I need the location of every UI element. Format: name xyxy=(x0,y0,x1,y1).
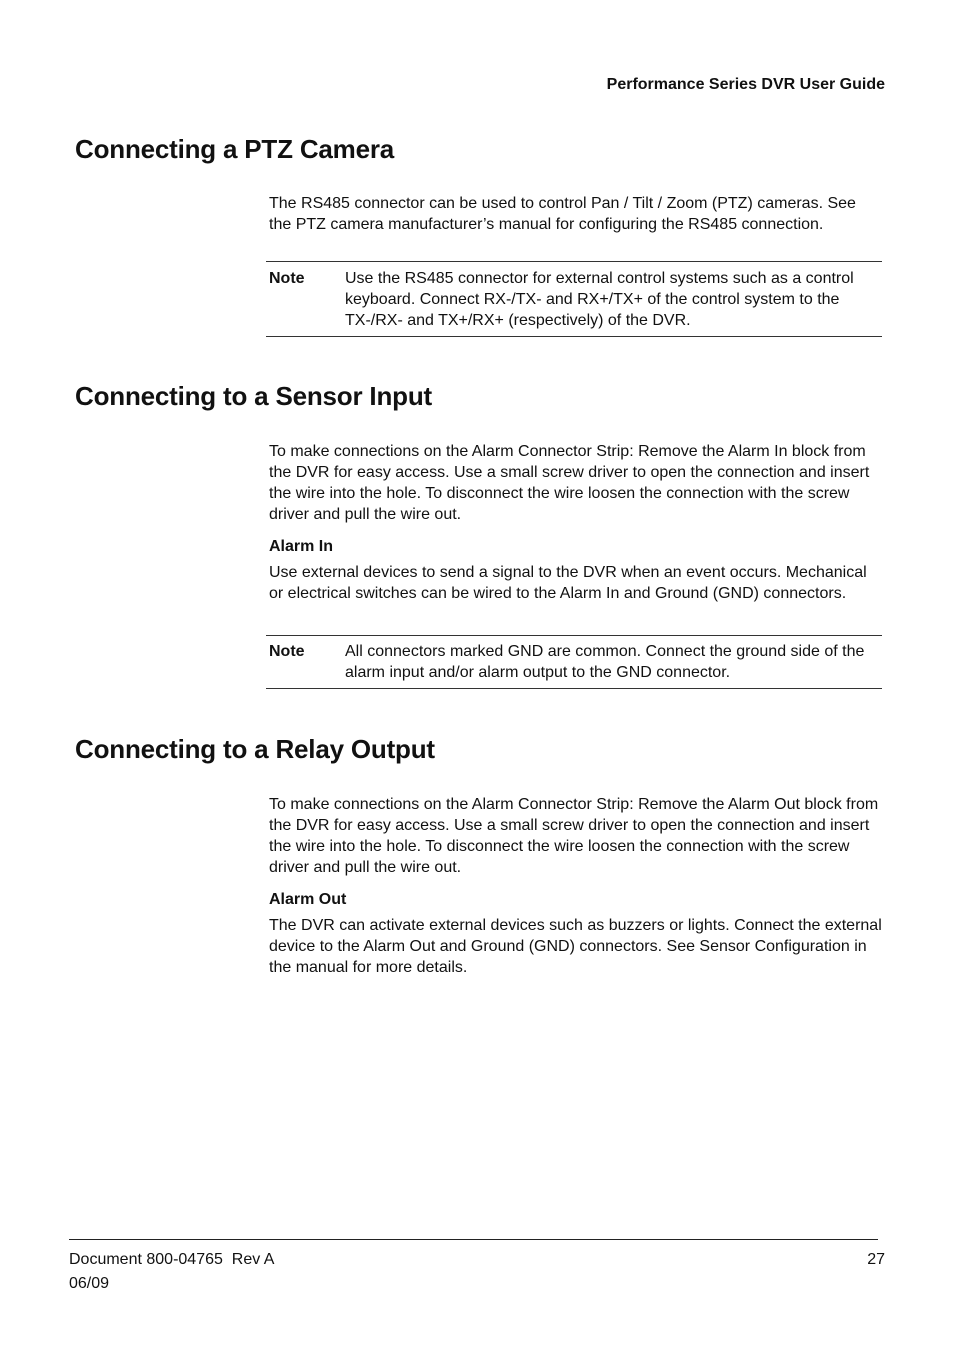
paragraph: The RS485 connector can be used to control Pan / Tilt / Zoom (PTZ) cameras. See the PTZ camera manufacturer’s manual for configuring the RS485 connection. xyxy=(269,195,856,233)
footer-date: 06/09 xyxy=(69,1275,110,1292)
note-text: Use the RS485 connector for external control systems such as a control keyboard. Connect RX-/TX- and RX+/TX+ of the control system to the TX-/RX- and TX+/RX+ (respectively) of the DVR. xyxy=(345,270,854,329)
subheading: Alarm In xyxy=(269,538,334,555)
paragraph: To make connections on the Alarm Connector Strip: Remove the Alarm In block from the DVR for easy access. Use a small screw driver to open the connection and insert the wire into the hole. To disconnect the wire loosen the connection with the screw driver and pull the wire out. xyxy=(269,443,870,523)
section-title: Connecting to a Sensor Input xyxy=(75,381,432,411)
section-relay-body xyxy=(269,794,882,978)
paragraph: To make connections on the Alarm Connector Strip: Remove the Alarm Out block from the DVR for easy access. Use a small screw driver to open the connection and insert the wire into the hole. To disconnect the wire loosen the connection with the screw driver and pull the wire out. xyxy=(269,796,879,876)
section-ptz-body xyxy=(269,193,882,235)
note-label: Note xyxy=(269,643,305,660)
paragraph: Use external devices to send a signal to the DVR when an event occurs. Mechanical or electrical switches can be wired to the Alarm In and Ground (GND) connectors. xyxy=(269,564,867,602)
note-box xyxy=(266,635,882,689)
section-sensor-body xyxy=(269,441,882,604)
subheading: Alarm Out xyxy=(269,891,347,908)
footer-document-info xyxy=(69,1248,274,1296)
paragraph: The DVR can activate external devices such as buzzers or lights. Connect the external device to the Alarm Out and Ground (GND) connectors. See Sensor Configuration in the manual for more details. xyxy=(269,917,882,976)
footer-document-number: Document 800-04765 Rev A xyxy=(69,1251,275,1268)
note-label: Note xyxy=(269,270,305,287)
page-number: 27 xyxy=(867,1251,885,1268)
section-title: Connecting to a Relay Output xyxy=(75,734,435,764)
note-box xyxy=(266,261,882,337)
section-title: Connecting a PTZ Camera xyxy=(75,134,395,164)
note-text: All connectors marked GND are common. Connect the ground side of the alarm input and/or alarm output to the GND connector. xyxy=(345,643,865,681)
footer-rule xyxy=(69,1239,878,1240)
running-header: Performance Series DVR User Guide xyxy=(606,76,885,93)
